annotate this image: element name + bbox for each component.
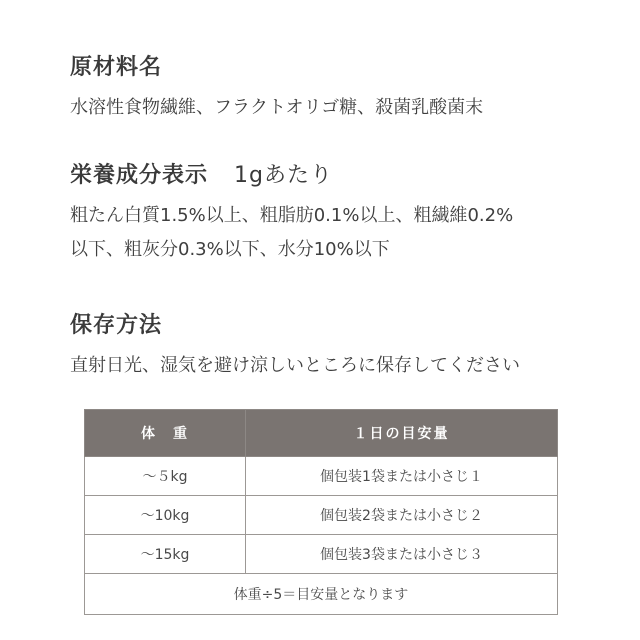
- materials-text: 水溶性食物繊維、フラクトオリゴ糖、殺菌乳酸菌末: [70, 97, 484, 118]
- materials-section: [70, 50, 600, 125]
- header-weight: 体 重: [85, 410, 246, 457]
- dosage-table: [84, 409, 558, 615]
- nutrition-heading: 栄養成分表示: [70, 163, 209, 188]
- header-daily-amount: １日の目安量: [246, 410, 558, 457]
- table-row: [85, 496, 558, 535]
- weight-cell: ～10kg: [85, 496, 246, 535]
- table-footer-note: 体重÷5＝目安量となります: [85, 574, 558, 615]
- nutrition-section: [70, 158, 600, 267]
- amount-cell: 個包装1袋または小さじ１: [246, 457, 558, 496]
- weight-cell: ～５kg: [85, 457, 246, 496]
- storage-section: [70, 308, 600, 383]
- nutrition-line-2: 以下、粗灰分0.3%以下、水分10%以下: [70, 239, 390, 260]
- table-footer-row: [85, 574, 558, 615]
- nutrition-heading-row: [70, 158, 600, 189]
- weight-cell: ～15kg: [85, 535, 246, 574]
- nutrition-line-1: 粗たん白質1.5%以上、粗脂肪0.1%以上、粗繊維0.2%: [70, 205, 514, 226]
- nutrition-per-unit: 1gあたり: [234, 163, 333, 188]
- storage-text: 直射日光、湿気を避け涼しいところに保存してください: [70, 355, 520, 376]
- amount-cell: 個包装2袋または小さじ２: [246, 496, 558, 535]
- storage-heading: 保存方法: [70, 313, 163, 338]
- table-header-row: [85, 410, 558, 457]
- table-row: [85, 457, 558, 496]
- table-row: [85, 535, 558, 574]
- nutrition-text: [70, 199, 600, 267]
- amount-cell: 個包装3袋または小さじ３: [246, 535, 558, 574]
- materials-heading: 原材料名: [70, 55, 163, 80]
